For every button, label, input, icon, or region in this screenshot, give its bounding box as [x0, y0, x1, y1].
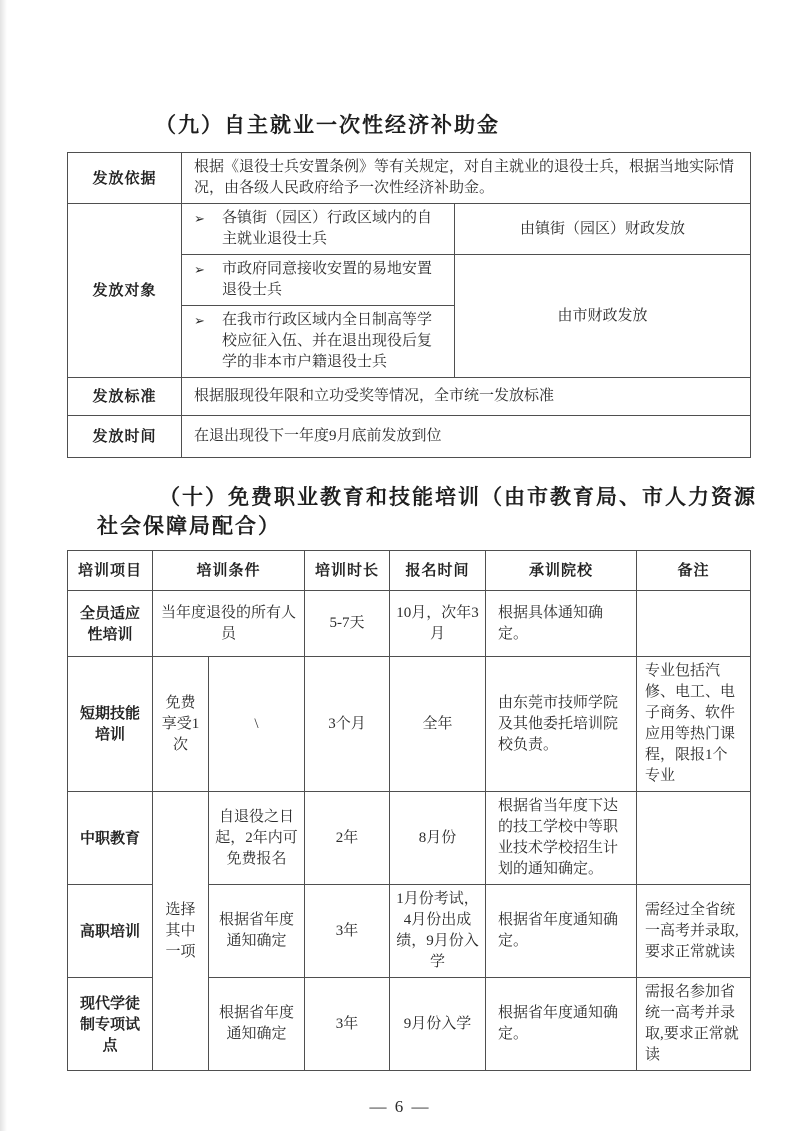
grant-time-text: 在退出现役下一年度9月底前发放到位: [182, 416, 751, 458]
grant-standard-label: 发放标准: [68, 378, 182, 416]
table-row: [68, 204, 751, 255]
grant-basis-text: 根据《退役士兵安置条例》等有关规定，对自主就业的退役士兵，根据当地实际情况，由各级人民政府给予一次性经济补助金。: [182, 153, 751, 204]
grant-basis-label: 发放依据: [68, 153, 182, 204]
scan-left-edge: [0, 0, 7, 1131]
training-project: 高职培训: [68, 885, 153, 978]
training-note: [637, 792, 751, 885]
training-condition-b: 根据省年度通知确定: [209, 885, 305, 978]
training-duration: 3年: [305, 978, 390, 1071]
training-note: 需经过全省统一高考并录取,要求正常就读: [637, 885, 751, 978]
training-school: 根据省年度通知确定。: [486, 885, 637, 978]
training-signup: 1月份考试，4月份出成绩，9月份入学: [390, 885, 486, 978]
table-row: [68, 378, 751, 416]
training-note: 专业包括汽修、电工、电子商务、软件应用等热门课程，限报1个专业: [637, 657, 751, 792]
training-school: 根据具体通知确定。: [486, 591, 637, 657]
header-signup: 报名时间: [390, 551, 486, 591]
header-duration: 培训时长: [305, 551, 390, 591]
grant-time-label: 发放时间: [68, 416, 182, 458]
grant-target-item-1: [182, 204, 455, 255]
page-number: — 6 —: [369, 1097, 431, 1116]
training-duration: 5-7天: [305, 591, 390, 657]
grant-subsidy-table: [67, 152, 751, 458]
training-duration: 3个月: [305, 657, 390, 792]
training-project: 中职教育: [68, 792, 153, 885]
training-signup: 8月份: [390, 792, 486, 885]
training-project: 短期技能培训: [68, 657, 153, 792]
table-row: [68, 416, 751, 458]
training-school: 根据省年度通知确定。: [486, 978, 637, 1071]
section-10-title: （十）免费职业教育和技能培训（由市教育局、市人力资源社会保障局配合）: [97, 486, 757, 538]
table-row: [68, 657, 751, 792]
training-project: 全员适应性培训: [68, 591, 153, 657]
table-row: [68, 153, 751, 204]
grant-target-label: 发放对象: [68, 204, 182, 378]
training-signup: 全年: [390, 657, 486, 792]
header-condition: 培训条件: [153, 551, 305, 591]
table-row: [68, 792, 751, 885]
grant-standard-text: 根据服现役年限和立功受奖等情况，全市统一发放标准: [182, 378, 751, 416]
training-condition-b: \: [209, 657, 305, 792]
header-project: 培训项目: [68, 551, 153, 591]
grant-target-item-2-text: 市政府同意接收安置的易地安置退役士兵: [222, 261, 433, 298]
training-note: 需报名参加省统一高考并录取,要求正常就读: [637, 978, 751, 1071]
training-condition: 当年度退役的所有人员: [153, 591, 305, 657]
training-condition-a-merged: 选择其中一项: [153, 792, 209, 1071]
arrow-bullet-icon: ➢: [194, 262, 205, 277]
arrow-bullet-icon: ➢: [194, 211, 205, 226]
table-row: [68, 591, 751, 657]
training-signup: 10月，次年3月: [390, 591, 486, 657]
header-note: 备注: [637, 551, 751, 591]
header-school: 承训院校: [486, 551, 637, 591]
grant-payer-2-3: 由市财政发放: [455, 255, 751, 378]
arrow-bullet-icon: ➢: [194, 313, 205, 328]
grant-target-item-1-text: 各镇街（园区）行政区域内的自主就业退役士兵: [222, 210, 433, 247]
training-condition-a: 免费享受1次: [153, 657, 209, 792]
training-note: [637, 591, 751, 657]
training-condition-b: 根据省年度通知确定: [209, 978, 305, 1071]
training-project: 现代学徒制专项试点: [68, 978, 153, 1071]
training-duration: 3年: [305, 885, 390, 978]
grant-target-item-3-text: 在我市行政区域内全日制高等学校应征入伍、并在退出现役后复学的非本市户籍退役士兵: [222, 312, 433, 370]
training-signup: 9月份入学: [390, 978, 486, 1071]
training-duration: 2年: [305, 792, 390, 885]
grant-target-item-2: [182, 255, 455, 306]
training-table: [67, 550, 751, 1071]
training-school: 根据省当年度下达的技工学校中等职业技术学校招生计划的通知确定。: [486, 792, 637, 885]
training-school: 由东莞市技师学院及其他委托培训院校负责。: [486, 657, 637, 792]
grant-payer-1: 由镇街（园区）财政发放: [455, 204, 751, 255]
section-9-title: （九）自主就业一次性经济补助金: [155, 114, 500, 137]
grant-target-item-3: [182, 306, 455, 378]
training-condition-b: 自退役之日起，2年内可免费报名: [209, 792, 305, 885]
training-header-row: [68, 551, 751, 591]
